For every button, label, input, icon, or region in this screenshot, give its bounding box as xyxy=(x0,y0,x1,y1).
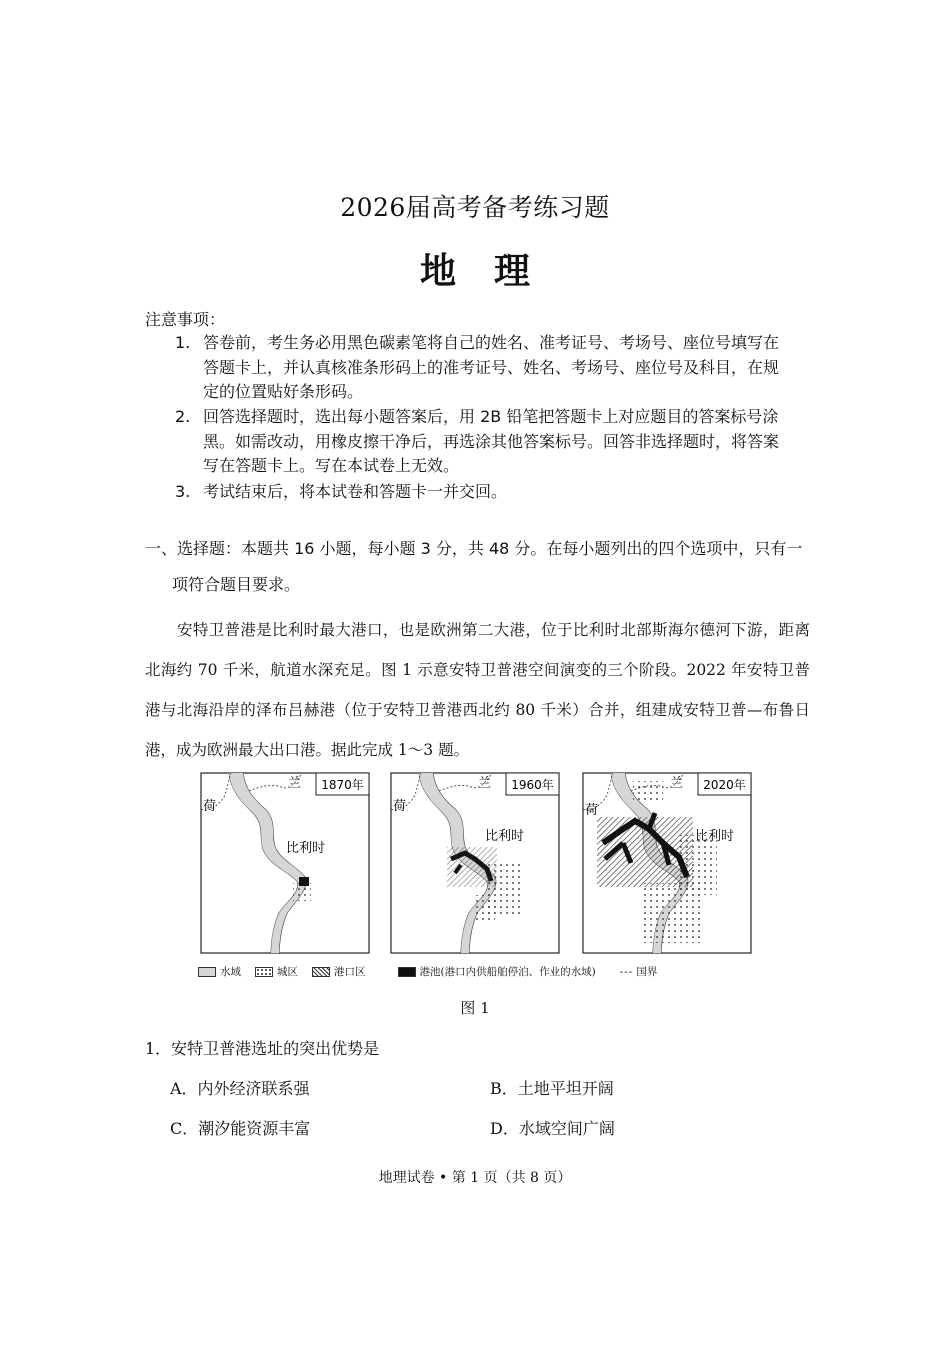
notice-line: 写在答题卡上。写在本试卷上无效。 xyxy=(203,456,460,475)
water-swatch-icon xyxy=(198,967,216,977)
country-label-north: 兰 xyxy=(288,776,302,791)
option-d[interactable]: D．水域空间广阔 xyxy=(490,1119,615,1138)
option-b[interactable]: B．土地平坦开阔 xyxy=(490,1079,614,1098)
urban-swatch-icon xyxy=(255,967,273,977)
figure-caption: 图 1 xyxy=(460,999,490,1017)
section-line-2: 项符合题目要求。 xyxy=(172,575,301,594)
notice-line: 定的位置贴好条形码。 xyxy=(203,382,364,401)
port-swatch-icon xyxy=(312,967,330,977)
country-label-belgium: 比利时 xyxy=(286,841,326,856)
country-label-west: 荷 xyxy=(393,799,407,814)
reading-passage: 安特卫普港是比利时最大港口，也是欧洲第二大港，位于比利时北部斯海尔德河下游，距离北海约 70 千米，航道水深充足。图 1 示意安特卫普港空间演变的三个阶段。2022 年安特卫普港与北海沿岸的泽布吕赫港（位于安特卫普港西北约 80 千米）合并，组建成安特卫普—布鲁日港，成为欧洲最大出口港。据此完成 1～3 题。 xyxy=(145,621,810,759)
notice-line: 黑。如需改动，用橡皮擦干净后，再选涂其他答案标号。回答非选择题时，将答案 xyxy=(203,431,780,451)
country-label-north: 兰 xyxy=(670,776,684,791)
panel-year-label: 2020年 xyxy=(703,778,746,792)
country-label-belgium: 比利时 xyxy=(695,829,735,844)
section-heading xyxy=(145,531,810,603)
country-label-north: 兰 xyxy=(478,776,492,791)
figure-legend xyxy=(198,964,671,979)
map-panel-1870 xyxy=(201,773,369,956)
section-line-1: 一、选择题：本题共 16 小题，每小题 3 分，共 48 分。在每小题列出的四个选项中，只有一 xyxy=(145,539,803,558)
border-line-icon: --- xyxy=(619,965,634,978)
panel-year-label: 1960年 xyxy=(511,778,554,792)
panel-year-label: 1870年 xyxy=(321,778,364,792)
option-a[interactable]: A．内外经济联系强 xyxy=(170,1079,310,1098)
subject-title: 地理 xyxy=(419,251,568,292)
legend-water: 水域 xyxy=(198,964,241,979)
notice-item-3 xyxy=(175,480,815,505)
option-c[interactable]: C．潮汐能资源丰富 xyxy=(170,1119,311,1138)
notice-num: 2. xyxy=(175,407,191,426)
legend-port: 港口区 xyxy=(312,964,366,979)
notice-line: 回答选择题时，选出每小题答案后，用 2B 铅笔把答题卡上对应题目的答案标号涂 xyxy=(203,407,779,426)
page-footer: 地理试卷 • 第 1 页（共 8 页） xyxy=(378,1170,572,1186)
map-panel-1960 xyxy=(391,773,559,956)
country-label-west: 荷 xyxy=(585,803,599,818)
notice-item-2 xyxy=(175,405,815,479)
notice-item-1 xyxy=(175,331,815,405)
notice-num: 3. xyxy=(175,482,191,501)
port-evolution-figure xyxy=(198,770,754,956)
question-1-stem: 1．安特卫普港选址的突出优势是 xyxy=(145,1039,380,1058)
notice-line: 答卷前，考生务必用黑色碳素笔将自己的姓名、准考证号、考场号、座位号填写在 xyxy=(203,333,780,352)
map-panel-2020 xyxy=(583,773,751,956)
country-label-west: 荷 xyxy=(203,799,217,814)
legend-dock: 港池(港口内供船舶停泊、作业的水域) xyxy=(398,964,596,979)
exam-title: 2026届高考备考练习题 xyxy=(340,193,610,222)
notice-num: 1. xyxy=(175,333,191,352)
notice-heading: 注意事项： xyxy=(145,310,226,329)
country-label-belgium: 比利时 xyxy=(485,829,525,844)
notice-line: 答题卡上，并认真核准条形码上的准考证号、姓名、考场号、座位号及科目，在规 xyxy=(203,357,780,377)
legend-urban: 城区 xyxy=(255,964,298,979)
notice-line: 考试结束后，将本试卷和答题卡一并交回。 xyxy=(203,482,508,501)
dock-swatch-icon xyxy=(398,967,416,977)
legend-border: --- 国界 xyxy=(619,965,658,978)
